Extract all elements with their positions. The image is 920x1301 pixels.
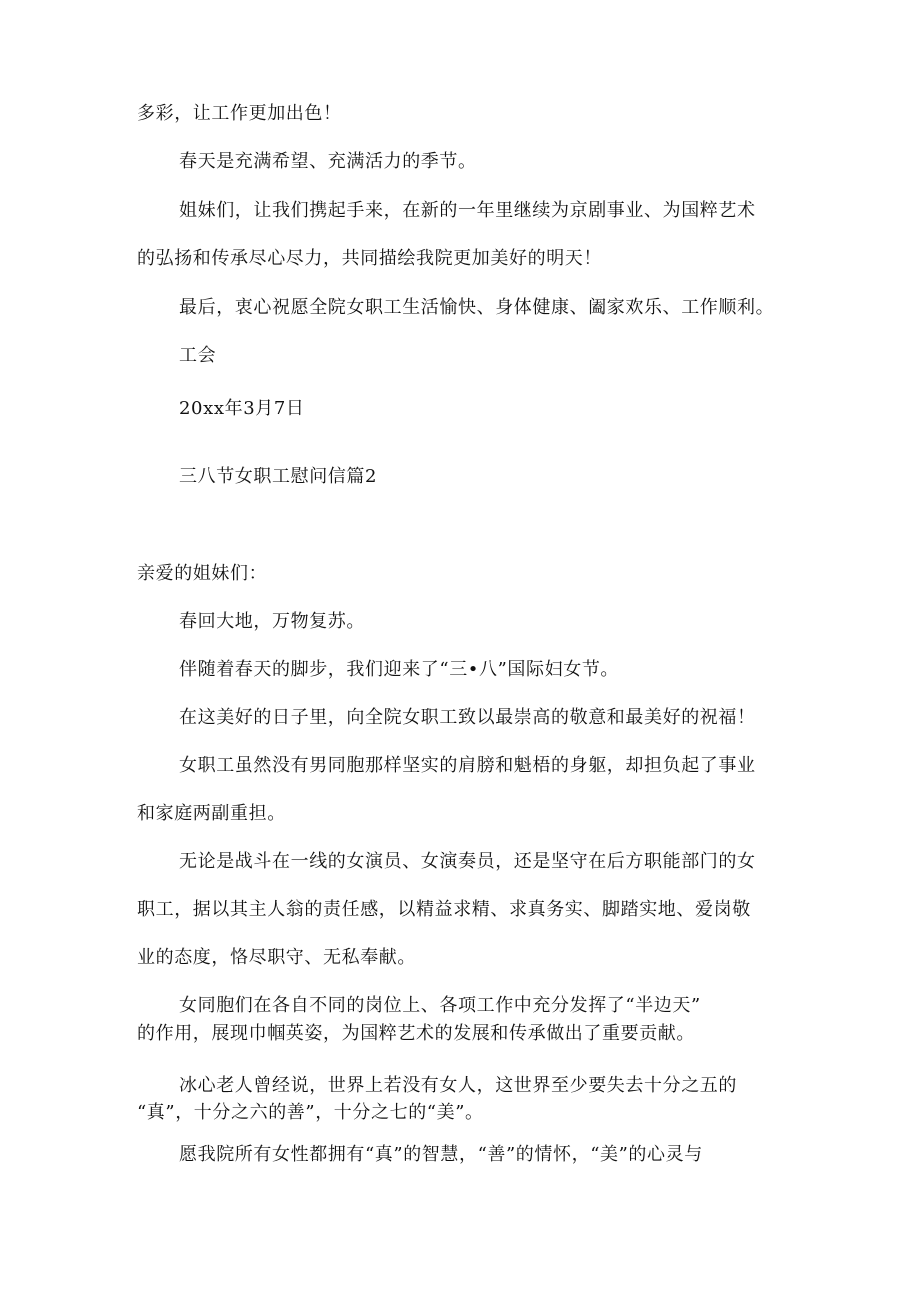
text-line: 冰心老人曾经说，世界上若没有女人，这世界至少要失去十分之五的 — [179, 1075, 737, 1096]
text-line: 伴随着春天的脚步，我们迎来了“三•八”国际妇女节。 — [179, 659, 620, 680]
text-line: 业的态度，恪尽职守、无私奉献。 — [137, 947, 416, 968]
text-line: 的作用，展现巾帼英姿，为国粹艺术的发展和传承做出了重要贡献。 — [137, 1023, 695, 1044]
text-line: 职工，据以其主人翁的责任感，以精益求精、求真务实、脚踏实地、爱岗敬 — [137, 899, 751, 920]
text-line: 在这美好的日子里，向全院女职工致以最崇高的敬意和最美好的祝福！ — [179, 707, 756, 728]
text-line: 姐妹们，让我们携起手来，在新的一年里继续为京剧事业、为国粹艺术 — [179, 200, 756, 221]
text-line: 春天是充满希望、充满活力的季节。 — [179, 151, 477, 172]
text-line: 的弘扬和传承尽心尽力，共同描绘我院更加美好的明天！ — [137, 248, 602, 269]
text-line: 最后，衷心祝愿全院女职工生活愉快、身体健康、阖家欢乐、工作顺利。 — [179, 297, 775, 318]
salutation: 亲爱的姐妹们： — [137, 563, 268, 584]
signature-date: 20xx年3月7日 — [179, 398, 305, 419]
text-line: 春回大地，万物复苏。 — [179, 611, 365, 632]
text-line: “真”，十分之六的善”，十分之七的“美”。 — [137, 1102, 484, 1123]
text-line: 和家庭两副重担。 — [137, 803, 286, 824]
text-line: 女同胞们在各自不同的岗位上、各项工作中充分发挥了“半边天” — [179, 995, 701, 1016]
text-line: 愿我院所有女性都拥有“真”的智慧，“善”的情怀，“美”的心灵与 — [179, 1144, 703, 1165]
text-line: 无论是战斗在一线的女演员、女演奏员，还是坚守在后方职能部门的女 — [179, 851, 756, 872]
signature-org: 工会 — [179, 345, 217, 366]
text-line: 多彩，让工作更加出色！ — [137, 103, 342, 124]
text-line: 女职工虽然没有男同胞那样坚实的肩膀和魁梧的身躯，却担负起了事业 — [179, 755, 756, 776]
section-title: 三八节女职工慰问信篇2 — [179, 466, 378, 487]
